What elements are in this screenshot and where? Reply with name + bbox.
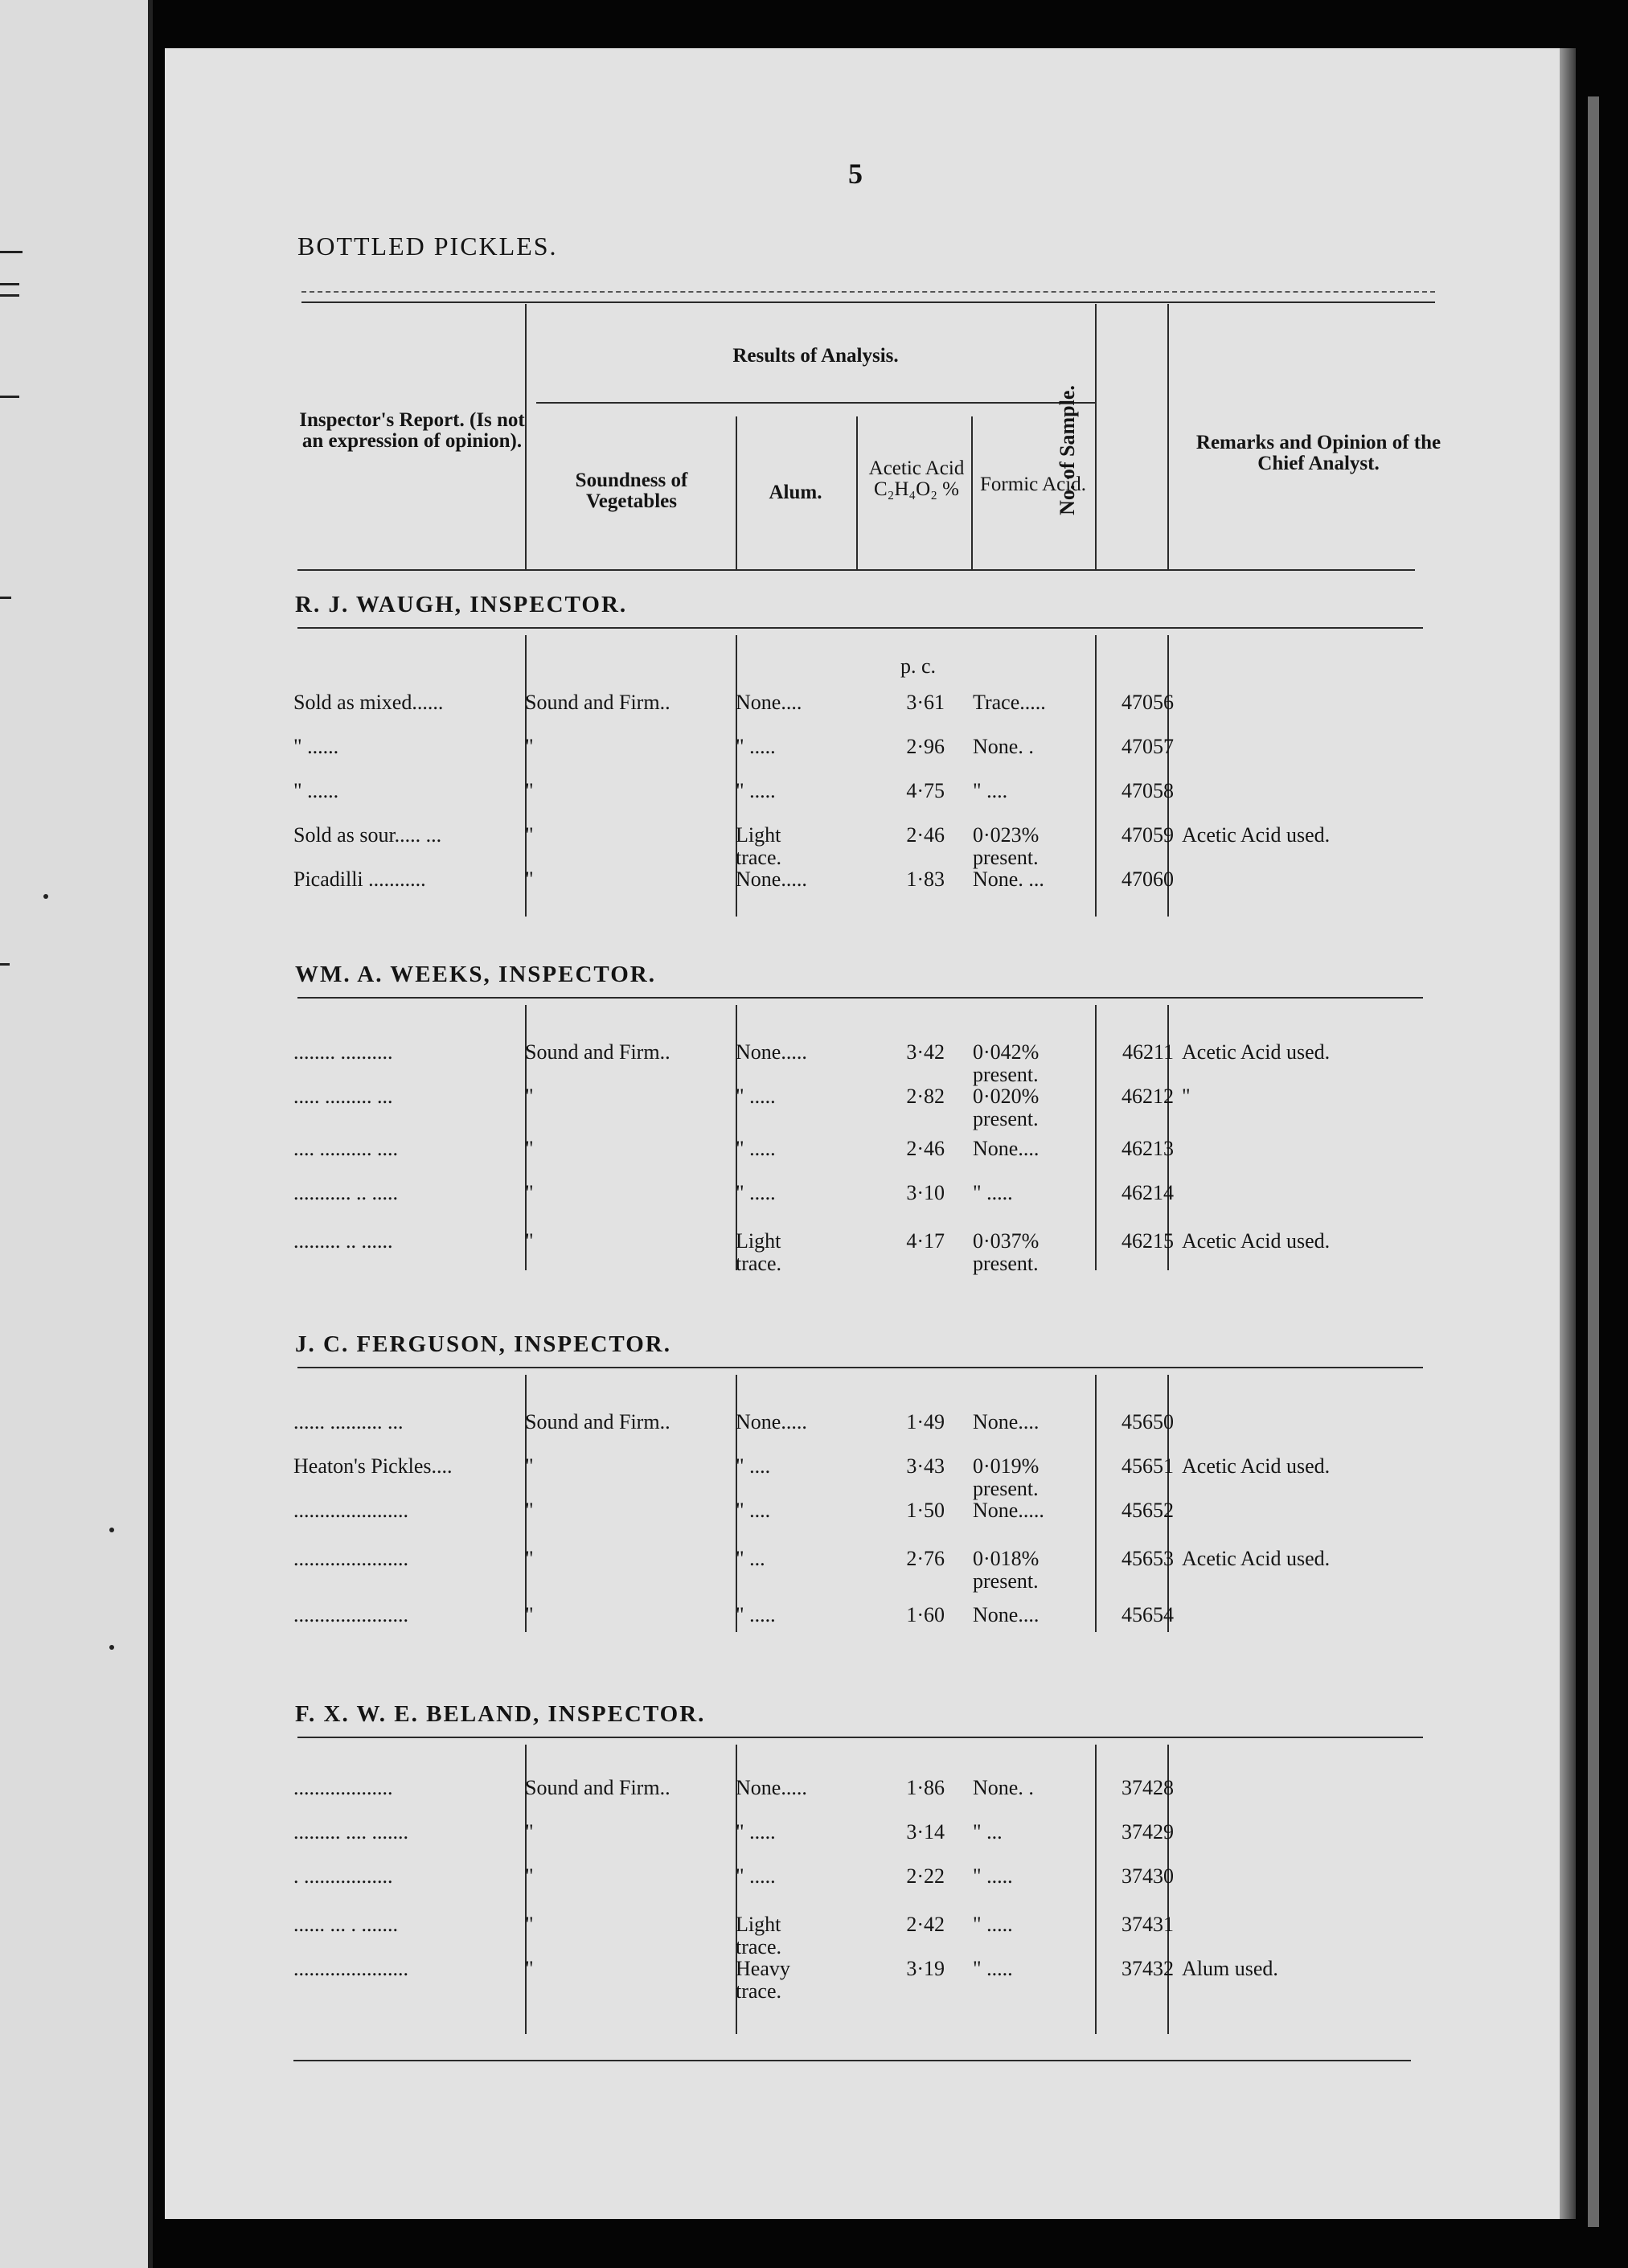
cell-acetic: 4·17 — [906, 1229, 945, 1253]
cell-insp: Sold as mixed...... — [293, 691, 444, 714]
cell-acetic: 2·46 — [906, 1137, 945, 1160]
cell-acetic: 2·96 — [906, 735, 945, 758]
cell-remark: " — [1182, 1085, 1191, 1108]
page-fold — [148, 0, 153, 2268]
cell-alum: " ..... — [736, 1181, 776, 1204]
cell-sample: 46212 — [1122, 1085, 1174, 1108]
header-acetic-acid: Acetic Acid C₂H₄O₂ % — [868, 457, 965, 501]
col-divider — [856, 416, 858, 569]
cell-sample: 37430 — [1122, 1864, 1174, 1888]
cell-sound: Sound and Firm.. — [525, 691, 670, 714]
cell-alum: " ..... — [736, 1085, 776, 1108]
cell-alum: Light trace. — [736, 1913, 782, 1958]
cell-remark: Acetic Acid used. — [1182, 1547, 1331, 1570]
cell-insp: .... .......... .... — [293, 1137, 398, 1160]
scan-mark — [0, 283, 19, 285]
cell-formic: 0·020% present. — [973, 1085, 1040, 1130]
cell-sound: " — [525, 1181, 534, 1204]
cell-acetic: 3·43 — [906, 1454, 945, 1478]
cell-acetic: 1·50 — [906, 1499, 945, 1522]
header-alum: Alum. — [769, 482, 822, 503]
col-divider — [1095, 304, 1097, 569]
header-remarks: Remarks and Opinion of the Chief Analyst. — [1195, 432, 1441, 475]
section-title: R. J. WAUGH, INSPECTOR. — [295, 592, 628, 617]
cell-alum: None.... — [736, 691, 802, 714]
cell-sound: " — [525, 1085, 534, 1108]
header-soundness: Soundness of Vegetables — [575, 470, 688, 513]
cell-sample: 46214 — [1122, 1181, 1174, 1204]
cell-acetic: 3·42 — [906, 1040, 945, 1064]
cell-sound: " — [525, 1913, 534, 1936]
cell-acetic: 2·22 — [906, 1864, 945, 1888]
cell-acetic: 3·19 — [906, 1957, 945, 1980]
cell-sample: 45651 — [1122, 1454, 1174, 1478]
scan-mark — [0, 294, 19, 297]
cell-sound: " — [525, 735, 534, 758]
cell-sample: 37432 — [1122, 1957, 1174, 1980]
page-number: 5 — [848, 158, 863, 190]
cell-formic: Trace..... — [973, 691, 1046, 714]
cell-sample: 46211 — [1122, 1040, 1174, 1064]
cell-sample: 46213 — [1122, 1137, 1174, 1160]
col-divider — [971, 416, 973, 569]
cell-alum: Light trace. — [736, 1229, 782, 1275]
cell-sample: 45654 — [1122, 1603, 1174, 1626]
cell-acetic: 3·14 — [906, 1820, 945, 1844]
page-edge-shadow — [1588, 96, 1599, 2227]
cell-sample: 47057 — [1122, 735, 1174, 758]
cell-alum: " ..... — [736, 779, 776, 802]
scan-mark — [0, 597, 11, 599]
cell-alum: Heavy trace. — [736, 1957, 790, 2003]
cell-insp: ........ .......... — [293, 1040, 393, 1064]
cell-alum: " ... — [736, 1547, 765, 1570]
cell-insp: " ...... — [293, 735, 339, 758]
cell-sound: " — [525, 779, 534, 802]
cell-alum: " .... — [736, 1499, 771, 1522]
cell-formic: 0·018% present. — [973, 1547, 1040, 1593]
cell-formic: " ..... — [973, 1181, 1013, 1204]
cell-remark: Acetic Acid used. — [1182, 823, 1331, 847]
cell-acetic: 2·46 — [906, 823, 945, 847]
document-title: BOTTLED PICKLES. — [297, 232, 558, 260]
cell-acetic: 2·42 — [906, 1913, 945, 1936]
cell-sample: 47058 — [1122, 779, 1174, 802]
cell-insp: ........... .. ..... — [293, 1181, 398, 1204]
cell-acetic: 4·75 — [906, 779, 945, 802]
cell-insp: ...... ... . ....... — [293, 1913, 398, 1936]
cell-sound: Sound and Firm.. — [525, 1776, 670, 1799]
section-title: J. C. FERGUSON, INSPECTOR. — [295, 1331, 671, 1357]
cell-sound: " — [525, 1957, 534, 1980]
cell-sample: 47056 — [1122, 691, 1174, 714]
cell-alum: " ..... — [736, 735, 776, 758]
cell-formic: " .... — [973, 779, 1008, 802]
cell-sound: " — [525, 1603, 534, 1626]
header-inspector-report: Inspector's Report. (Is not an expression of opinion). — [299, 409, 525, 453]
section-title: WM. A. WEEKS, INSPECTOR. — [295, 962, 656, 987]
scan-mark — [0, 251, 23, 253]
cell-formic: None.... — [973, 1410, 1040, 1433]
cell-remark: Acetic Acid used. — [1182, 1040, 1331, 1064]
cell-sample: 45652 — [1122, 1499, 1174, 1522]
cell-insp: Heaton's Pickles.... — [293, 1454, 453, 1478]
cell-acetic: 1·60 — [906, 1603, 945, 1626]
cell-acetic: 1·86 — [906, 1776, 945, 1799]
cell-sample: 46215 — [1122, 1229, 1174, 1253]
cell-formic: 0·042% present. — [973, 1040, 1040, 1086]
scan-mark — [0, 963, 10, 966]
cell-formic: " ... — [973, 1820, 1003, 1844]
cell-insp: ......... .... ....... — [293, 1820, 408, 1844]
page-edge-shadow — [1560, 48, 1576, 2219]
cell-insp: ...................... — [293, 1603, 408, 1626]
unit-label: p. c. — [900, 654, 937, 678]
cell-insp: ......... .. ...... — [293, 1229, 393, 1253]
cell-insp: ...................... — [293, 1547, 408, 1570]
section-rule — [297, 627, 1423, 629]
scan-dot — [43, 894, 48, 899]
section-rule — [297, 997, 1423, 999]
section-rule — [297, 1367, 1423, 1368]
cell-alum: " ..... — [736, 1137, 776, 1160]
scan-dot — [109, 1645, 114, 1650]
cell-sound: " — [525, 867, 534, 891]
cell-sound: " — [525, 1547, 534, 1570]
cell-insp: . ................. — [293, 1864, 393, 1888]
cell-acetic: 2·76 — [906, 1547, 945, 1570]
results-rule — [536, 402, 1095, 404]
header-formic-acid: Formic Acid. — [980, 474, 1086, 495]
cell-sound: " — [525, 1454, 534, 1478]
cell-acetic: 3·10 — [906, 1181, 945, 1204]
cell-sample: 37429 — [1122, 1820, 1174, 1844]
cell-acetic: 1·83 — [906, 867, 945, 891]
cell-formic: 0·023% present. — [973, 823, 1040, 869]
cell-sound: " — [525, 823, 534, 847]
cell-formic: None..... — [973, 1499, 1044, 1522]
cell-sample: 45653 — [1122, 1547, 1174, 1570]
cell-sample: 47060 — [1122, 867, 1174, 891]
cell-sound: " — [525, 1864, 534, 1888]
cell-formic: None. ... — [973, 867, 1044, 891]
header-rule-bottom — [297, 569, 1415, 571]
section-title: F. X. W. E. BELAND, INSPECTOR. — [295, 1701, 706, 1727]
cell-acetic: 1·49 — [906, 1410, 945, 1433]
scan-mark — [0, 396, 19, 398]
cell-sample: 47059 — [1122, 823, 1174, 847]
cell-formic: " ..... — [973, 1913, 1013, 1936]
cell-alum: " ..... — [736, 1864, 776, 1888]
cell-insp: ..... ......... ... — [293, 1085, 393, 1108]
cell-sample: 37428 — [1122, 1776, 1174, 1799]
header-rule-top — [301, 301, 1435, 303]
header-results: Results of Analysis. — [732, 345, 899, 367]
header-rule-top — [301, 291, 1435, 293]
cell-sample: 37431 — [1122, 1913, 1174, 1936]
cell-insp: Picadilli ........... — [293, 867, 426, 891]
table-bottom-rule — [293, 2060, 1411, 2061]
cell-sound: Sound and Firm.. — [525, 1040, 670, 1064]
document-page — [165, 48, 1560, 2219]
cell-formic: " ..... — [973, 1864, 1013, 1888]
cell-insp: ...................... — [293, 1499, 408, 1522]
cell-sound: " — [525, 1137, 534, 1160]
cell-formic: 0·019% present. — [973, 1454, 1040, 1500]
header-sample-number: No. of Sample. — [1056, 385, 1079, 515]
cell-insp: " ...... — [293, 779, 339, 802]
cell-remark: Acetic Acid used. — [1182, 1454, 1331, 1478]
cell-insp: ................... — [293, 1776, 393, 1799]
cell-insp: ...... .......... ... — [293, 1410, 404, 1433]
cell-sound: Sound and Firm.. — [525, 1410, 670, 1433]
cell-alum: " ..... — [736, 1603, 776, 1626]
cell-formic: None. . — [973, 735, 1034, 758]
cell-alum: None..... — [736, 867, 807, 891]
cell-remark: Acetic Acid used. — [1182, 1229, 1331, 1253]
col-divider — [1167, 304, 1169, 569]
cell-sound: " — [525, 1229, 534, 1253]
cell-sample: 45650 — [1122, 1410, 1174, 1433]
section-rule — [297, 1737, 1423, 1738]
cell-remark: Alum used. — [1182, 1957, 1278, 1980]
cell-insp: Sold as sour..... ... — [293, 823, 442, 847]
cell-formic: None. . — [973, 1776, 1034, 1799]
cell-acetic: 2·82 — [906, 1085, 945, 1108]
cell-formic: 0·037% present. — [973, 1229, 1040, 1275]
cell-alum: None..... — [736, 1776, 807, 1799]
cell-sound: " — [525, 1820, 534, 1844]
cell-sound: " — [525, 1499, 534, 1522]
cell-alum: " ..... — [736, 1820, 776, 1844]
cell-formic: " ..... — [973, 1957, 1013, 1980]
cell-insp: ...................... — [293, 1957, 408, 1980]
cell-alum: " .... — [736, 1454, 771, 1478]
scan-dot — [109, 1528, 114, 1532]
cell-formic: None.... — [973, 1603, 1040, 1626]
cell-acetic: 3·61 — [906, 691, 945, 714]
cell-alum: Light trace. — [736, 823, 782, 869]
cell-alum: None..... — [736, 1410, 807, 1433]
cell-formic: None.... — [973, 1137, 1040, 1160]
facing-page-edge — [0, 0, 153, 2268]
cell-alum: None..... — [736, 1040, 807, 1064]
